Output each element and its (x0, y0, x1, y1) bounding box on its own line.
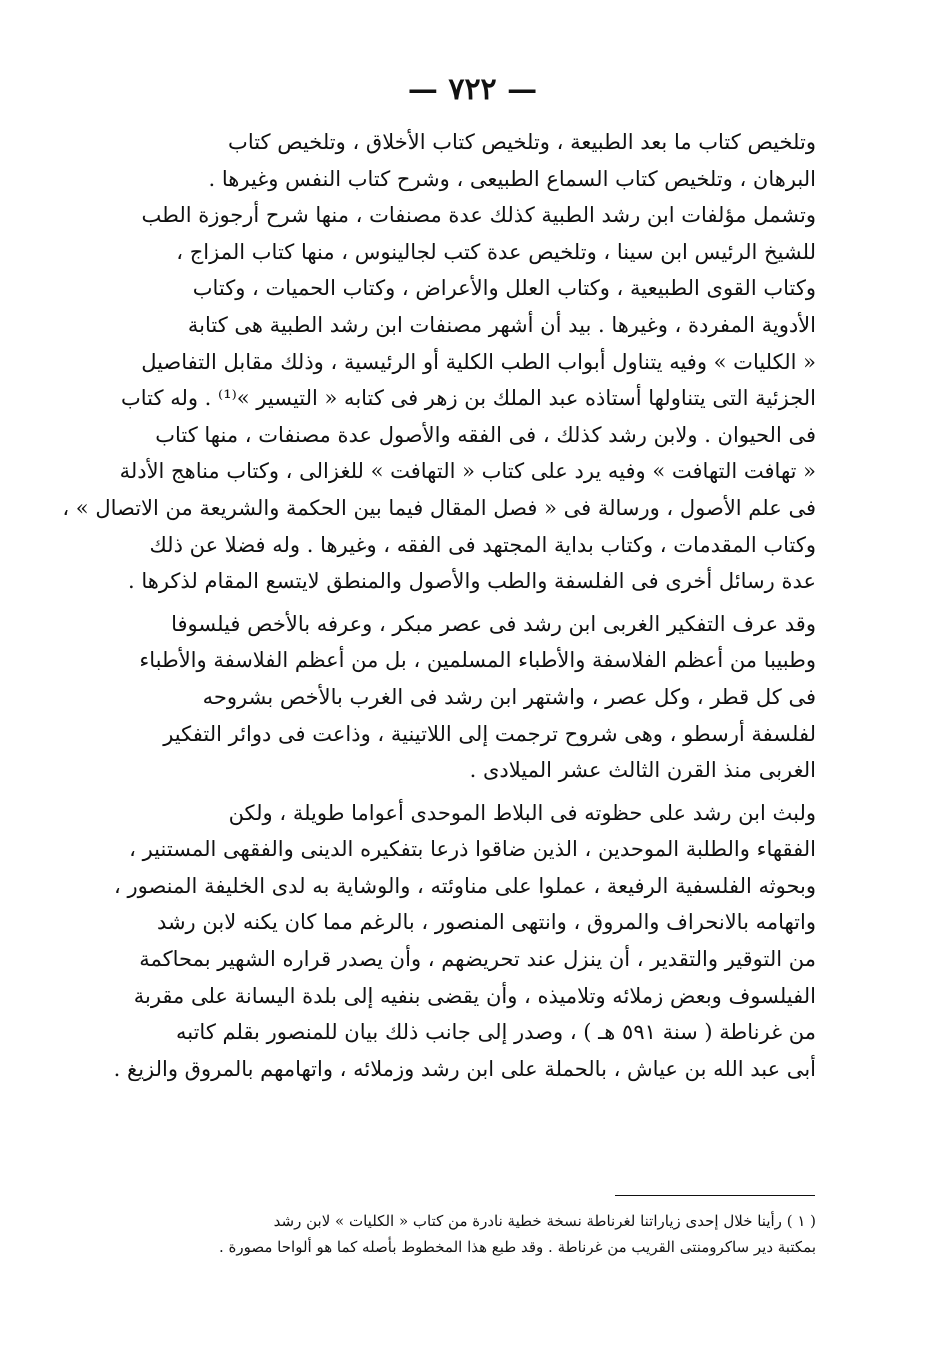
footnote-line: ( ١ ) رأينا خلال إحدى زياراتنا لغرناطة نسخة خطية نادرة من كتاب « الكليات » لابن رشد (273, 1212, 816, 1230)
text-line: الأدوية المفردة ، وغيرها . بيد أن أشهر مصنفات ابن رشد الطبية هى كتابة (187, 312, 816, 337)
text-line: « تهافت التهافت » وفيه يرد على كتاب « التهافت » للغزالى ، وكتاب مناهج الأدلة (119, 459, 816, 484)
text-line: ولبث ابن رشد على حظوته فى البلاط الموحدى أعواما طويلة ، ولكن (228, 800, 816, 825)
paragraph-2 (140, 606, 816, 789)
text-line: من التوقير والتقدير ، أن ينزل عند تحريضهم ، وأن يصدر قراره الشهير بمحاكمة (139, 947, 816, 972)
text-line: وكتاب المقدمات ، وكتاب بداية المجتهد فى الفقه ، وغيرها . وله فضلا عن ذلك (149, 532, 816, 557)
footnote (140, 1208, 816, 1260)
paragraph-3 (113, 795, 816, 1088)
text-line: عدة رسائل أخرى فى الفلسفة والطب والأصول والمنطق لايتسع المقام لذكرها . (128, 569, 816, 594)
paragraph-1 (62, 124, 816, 600)
text-line: وكتاب القوى الطبيعية ، وكتاب العلل والأعراض ، وكتاب الحميات ، وكتاب (192, 276, 816, 301)
text-line: « الكليات » وفيه يتناول أبواب الطب الكلية أو الرئيسية ، وذلك مقابل التفاصيل (141, 349, 816, 374)
text-line: وقد عرف التفكير الغربى ابن رشد فى عصر مبكر ، وعرفه بالأخص فيلسوفا (171, 611, 816, 636)
text-line: فى كل قطر ، وكل عصر ، واشتهر ابن رشد فى الغرب بالأخص بشروحه (202, 684, 816, 709)
footnote-divider (615, 1195, 815, 1196)
text-line: الفيلسوف وبعض زملائه وتلاميذه ، وأن يقضى بنفيه إلى بلدة اليسانة على مقربة (133, 983, 816, 1008)
page-number: — ٧٢٢ — (407, 72, 538, 107)
text-line: وتشمل مؤلفات ابن رشد الطبية كذلك عدة مصنفات ، منها شرح أرجوزة الطب (141, 203, 816, 228)
text-line: البرهان ، وتلخيص كتاب السماع الطبيعى ، وشرح كتاب النفس وغيرها . (208, 166, 816, 191)
text-line: الغربى منذ القرن الثالث عشر الميلادى . (469, 758, 816, 783)
body-text (62, 124, 816, 1093)
text-line: وطبيبا من أعظم الفلاسفة والأطباء المسلمين ، بل من أعظم الفلاسفة والأطباء (139, 648, 816, 673)
text-line: لفلسفة أرسطو ، وهى شروح ترجمت إلى اللاتينية ، وذاعت فى دوائر التفكير (163, 721, 816, 746)
text-line: واتهامه بالانحراف والمروق ، وانتهى المنصور ، بالرغم مما كان يكنه لابن رشد (156, 910, 816, 935)
footnote-line: بمكتبة دير ساكرومنتى القريب من غرناطة . وقد طبع هذا المخطوط بأصله كما هو ألواحا مصورة . (218, 1238, 816, 1256)
text-line: وبحوثه الفلسفية الرفيعة ، عملوا على مناوئته ، والوشاية به لدى الخليفة المنصور ، (114, 873, 816, 898)
text-line: فى علم الأصول ، ورسالة فى « فصل المقال فيما بين الحكمة والشريعة من الاتصال » ، (62, 495, 816, 520)
text-line: الفقهاء والطلبة الموحدين ، الذين ضاقوا ذرعا بتفكيره الدينى والفقهى المستنير ، (129, 837, 816, 862)
text-line: فى الحيوان . ولابن رشد كذلك ، فى الفقه والأصول عدة مصنفات ، منها كتاب (155, 422, 816, 447)
text-line: من غرناطة ( سنة ٥٩١ هـ ) ، وصدر إلى جانب ذلك بيان للمنصور بقلم كاتبه (175, 1020, 816, 1045)
text-line: أبى عبد الله بن عياش ، بالحملة على ابن رشد وزملائه ، واتهامهم بالمروق والزيغ . (113, 1056, 816, 1081)
text-line: الجزئية التى يتناولها أستاذه عبد الملك بن زهر فى كتابه « التيسير »⁽¹⁾ . وله كتاب (121, 386, 816, 411)
text-line: للشيخ الرئيس ابن سينا ، وتلخيص عدة كتب لجالينوس ، منها كتاب المزاج ، (176, 239, 816, 264)
text-line: وتلخيص كتاب ما بعد الطبيعة ، وتلخيص كتاب الأخلاق ، وتلخيص كتاب (228, 130, 816, 154)
